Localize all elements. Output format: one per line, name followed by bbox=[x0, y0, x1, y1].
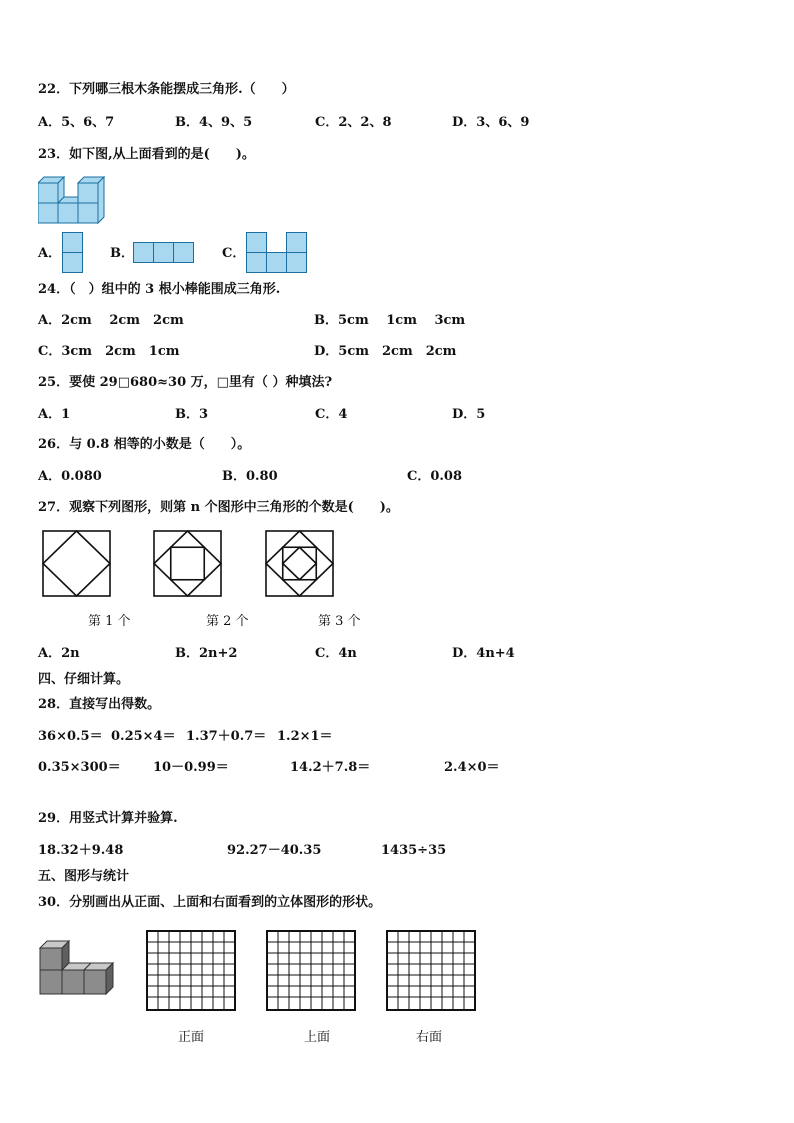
q27-caption-2: 第 2 个 bbox=[206, 614, 249, 629]
q30-grid-top[interactable] bbox=[266, 930, 356, 1011]
q23-option-c[interactable]: C． bbox=[222, 246, 246, 261]
q27-option-b[interactable]: B．2n+2 bbox=[175, 646, 238, 661]
q28-item: 14.2＋7.8＝ bbox=[290, 760, 371, 775]
q23-option-b-figure bbox=[133, 242, 194, 263]
q25-option-c[interactable]: C．4 bbox=[315, 407, 348, 422]
q26-stem: 26．与 0.8 相等的小数是（ ）。 bbox=[38, 437, 251, 452]
q28-item: 2.4×0＝ bbox=[444, 760, 500, 775]
q26-option-c[interactable]: C．0.08 bbox=[407, 469, 463, 484]
q28-item: 0.35×300＝ bbox=[38, 760, 121, 775]
q22-option-c[interactable]: C．2、2、8 bbox=[315, 115, 392, 130]
q27-caption-1: 第 1 个 bbox=[88, 614, 131, 629]
q25-option-a[interactable]: A．1 bbox=[38, 407, 71, 422]
q22-stem: 22．下列哪三根木条能摆成三角形.（ ） bbox=[38, 82, 295, 97]
q27-figure-1 bbox=[42, 530, 112, 598]
q23-solid-figure bbox=[38, 176, 108, 226]
q27-option-c[interactable]: C．4n bbox=[315, 646, 357, 661]
q26-option-a[interactable]: A．0.080 bbox=[38, 469, 102, 484]
q30-stem: 30．分别画出从正面、上面和右面看到的立体图形的形状。 bbox=[38, 895, 382, 910]
q27-figure-3 bbox=[265, 530, 335, 598]
q28-item: 1.2×1＝ bbox=[277, 729, 333, 744]
q24-option-b[interactable]: B．5cm 1cm 3cm bbox=[314, 313, 466, 328]
q23-stem: 23．如下图,从上面看到的是( )。 bbox=[38, 147, 255, 162]
q28-item: 0.25×4＝ bbox=[111, 729, 176, 744]
q29-item: 18.32＋9.48 bbox=[38, 843, 124, 858]
q29-item: 92.27－40.35 bbox=[227, 843, 322, 858]
q24-option-d[interactable]: D．5cm 2cm 2cm bbox=[314, 344, 457, 359]
q26-option-b[interactable]: B．0.80 bbox=[222, 469, 278, 484]
section-5-heading: 五、图形与统计 bbox=[38, 869, 130, 884]
q25-option-d[interactable]: D．5 bbox=[452, 407, 486, 422]
q27-caption-3: 第 3 个 bbox=[318, 614, 361, 629]
q23-option-a-figure bbox=[62, 232, 83, 273]
q23-option-b[interactable]: B． bbox=[110, 246, 134, 261]
q28-item: 10－0.99＝ bbox=[153, 760, 229, 775]
q24-option-c[interactable]: C．3cm 2cm 1cm bbox=[38, 344, 180, 359]
q23-option-c-figure bbox=[246, 232, 307, 273]
q27-figure-2 bbox=[153, 530, 223, 598]
q23-option-a[interactable]: A． bbox=[38, 246, 62, 261]
q30-grid-front[interactable] bbox=[146, 930, 236, 1011]
q24-stem: 24．（ ）组中的 3 根小棒能围成三角形. bbox=[38, 282, 281, 297]
q24-option-a[interactable]: A．2cm 2cm 2cm bbox=[38, 313, 184, 328]
q28-item: 1.37＋0.7＝ bbox=[186, 729, 267, 744]
q22-option-a[interactable]: A．5、6、7 bbox=[38, 115, 115, 130]
q25-option-b[interactable]: B．3 bbox=[175, 407, 209, 422]
q30-label-top: 上面 bbox=[304, 1030, 331, 1045]
q28-stem: 28．直接写出得数。 bbox=[38, 697, 161, 712]
section-4-heading: 四、仔细计算。 bbox=[38, 672, 130, 687]
q30-solid-figure bbox=[38, 940, 118, 998]
q29-stem: 29．用竖式计算并验算. bbox=[38, 811, 178, 826]
q30-label-right: 右面 bbox=[416, 1030, 443, 1045]
q29-item: 1435÷35 bbox=[381, 843, 447, 858]
q22-option-b[interactable]: B．4、9、5 bbox=[175, 115, 253, 130]
q30-label-front: 正面 bbox=[178, 1030, 205, 1045]
q27-option-a[interactable]: A．2n bbox=[38, 646, 80, 661]
q27-stem: 27．观察下列图形，则第 n 个图形中三角形的个数是( )。 bbox=[38, 500, 399, 515]
q25-stem: 25．要使 29□680≈30 万，□里有（ ）种填法? bbox=[38, 375, 333, 390]
q27-option-d[interactable]: D．4n+4 bbox=[452, 646, 515, 661]
q28-item: 36×0.5＝ bbox=[38, 729, 103, 744]
q30-grid-right[interactable] bbox=[386, 930, 476, 1011]
q22-option-d[interactable]: D．3、6、9 bbox=[452, 115, 530, 130]
